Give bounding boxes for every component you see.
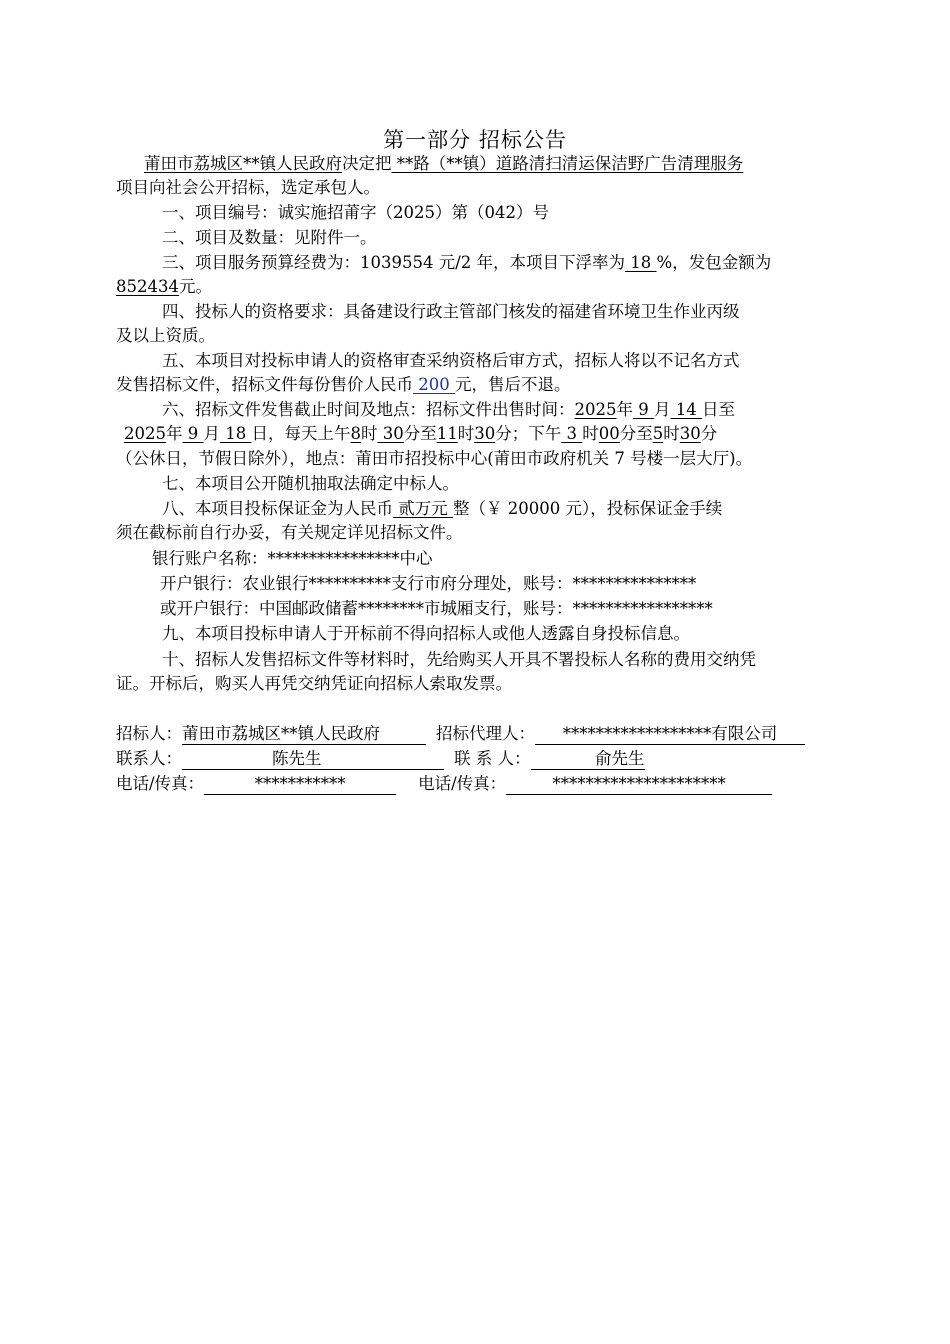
item-10-line-1: 十、招标人发售招标文件等材料时，先给购买人开具不署投标人名称的费用交纳凭 (162, 650, 756, 669)
item-6-unit: 日，每天上午 (251, 424, 351, 443)
item-5-line-2 (116, 373, 570, 397)
item-10-line-2: 证。开标后，购买人再凭交纳凭证向招标人索取发票。 (116, 674, 512, 693)
sale-start-year: 2025 (574, 400, 617, 419)
am-start-hour: 8 (350, 424, 361, 443)
item-4-line-2: 及以上资质。 (116, 326, 215, 345)
intro-decide: 决定把 (342, 154, 392, 173)
item-6-unit: 分至 (619, 424, 653, 443)
item-8-text: 八、本项目投标保证金为人民币 (162, 499, 393, 518)
phone2-value: ********************* (506, 774, 772, 795)
sale-end-day: 18 (220, 424, 252, 443)
item-6-unit: 日至 (702, 400, 735, 419)
phone-value: *********** (204, 774, 396, 795)
sale-end-month: 9 (182, 424, 204, 443)
item-5-text: 发售招标文件，招标文件每份售价人民币 (116, 375, 413, 394)
pm-end-minute: 30 (679, 424, 701, 443)
footer-row-1 (116, 722, 805, 746)
am-end-minute: 30 (474, 424, 496, 443)
item-9: 九、本项目投标申请人于开标前不得向招标人或他人透露自身投标信息。 (162, 624, 690, 643)
item-6-line-1 (162, 398, 735, 422)
footer-row-3 (116, 772, 772, 796)
item-5-line-1: 五、本项目对投标申请人的资格审查采纳资格后审方式，招标人将以不记名方式 (162, 351, 740, 370)
item-6-unit: 时 (361, 424, 378, 443)
discount-rate: 18 (625, 253, 657, 272)
footer-row-2 (116, 747, 645, 771)
bank-account-name: 银行账户名称：****************中心 (152, 549, 433, 568)
agent-value: ******************有限公司 (535, 724, 805, 745)
phone-label: 电话/传真： (116, 774, 205, 793)
bank-1: 开户银行：农业银行**********支行市府分理处，账号：*************** (160, 574, 697, 593)
item-8-text-b: 整（￥ 20000 元），投标保证金手续 (453, 499, 723, 518)
pm-end-hour: 5 (652, 424, 664, 443)
item-2: 二、项目及数量：见附件一。 (162, 228, 377, 247)
item-6-unit: 分 (700, 424, 718, 443)
item-7: 七、本项目公开随机抽取法确定中标人。 (162, 474, 459, 493)
page-title: 第一部分 招标公告 (383, 128, 567, 152)
tender-owner: 莆田市荔城区**镇人民政府 (144, 154, 342, 173)
item-6-unit: 月 (654, 400, 671, 419)
bank-2: 或开户银行：中国邮政储蓄********市城厢支行，账号：***************** (160, 599, 713, 618)
pm-start-minute: 00 (598, 424, 620, 443)
agent-label: 招标代理人： (436, 724, 535, 743)
item-6-unit: 月 (203, 424, 220, 443)
item-6-text: 六、招标文件发售截止时间及地点：招标文件出售时间： (162, 400, 575, 419)
sale-end-year: 2025 (124, 424, 166, 443)
item-8-line-2: 须在截标前自行办妥，有关规定详见招标文件。 (116, 523, 463, 542)
am-end-hour: 11 (436, 424, 458, 443)
project-name: **路（**镇）道路清扫清运保洁野广告清理服务 (391, 154, 744, 173)
tenderer-label: 招标人： (116, 724, 182, 743)
item-6-unit: 时 (457, 424, 475, 443)
item-1: 一、项目编号：诚实施招莆字（2025）第（042）号 (162, 203, 549, 222)
item-8-line-1 (162, 497, 722, 521)
item-4-line-1: 四、投标人的资格要求：具备建设行政主管部门核发的福建省环境卫生作业丙级 (162, 302, 740, 321)
item-3-text-b: %，发包金额为 (656, 253, 772, 272)
contact2-label: 联 系 人： (454, 749, 531, 768)
item-3-line-1 (162, 251, 771, 275)
item-6-unit: 年 (616, 400, 633, 419)
item-6-line-3: （公休日，节假日除外），地点：莆田市招投标中心(莆田市政府机关 7 号楼一层大厅)。 (116, 449, 753, 468)
intro-line-1 (144, 152, 743, 176)
contract-amount: 852434 (116, 277, 179, 296)
contact-label: 联系人： (116, 749, 182, 768)
pm-start-hour: 3 (561, 424, 583, 443)
contact2-value: 俞先生 (531, 749, 645, 770)
deposit-amount: 贰万元 (393, 499, 453, 518)
item-3-text: 三、项目服务预算经费为：1039554 元/2 年，本项目下浮率为 (162, 253, 626, 272)
item-6-unit: 时 (582, 424, 599, 443)
item-5-text-c: 元，售后不退。 (454, 375, 571, 394)
item-3-text-c: 元。 (179, 277, 212, 296)
contact-value: 陈先生 (182, 749, 444, 770)
item-6-unit: 时 (663, 424, 680, 443)
phone2-label: 电话/传真： (418, 774, 507, 793)
tenderer-value: 莆田市荔城区**镇人民政府 (182, 724, 426, 745)
sale-start-month: 9 (633, 400, 654, 419)
document-price: 200 (413, 375, 455, 394)
item-6-line-2 (124, 422, 717, 446)
item-3-line-2 (116, 275, 212, 299)
item-6-unit: 分；下午 (495, 424, 562, 443)
am-start-minute: 30 (377, 424, 404, 443)
intro-line-2: 项目向社会公开招标，选定承包人。 (116, 178, 380, 197)
sale-start-day: 14 (670, 400, 702, 419)
item-6-unit: 年 (166, 424, 183, 443)
item-6-unit: 分至 (403, 424, 437, 443)
